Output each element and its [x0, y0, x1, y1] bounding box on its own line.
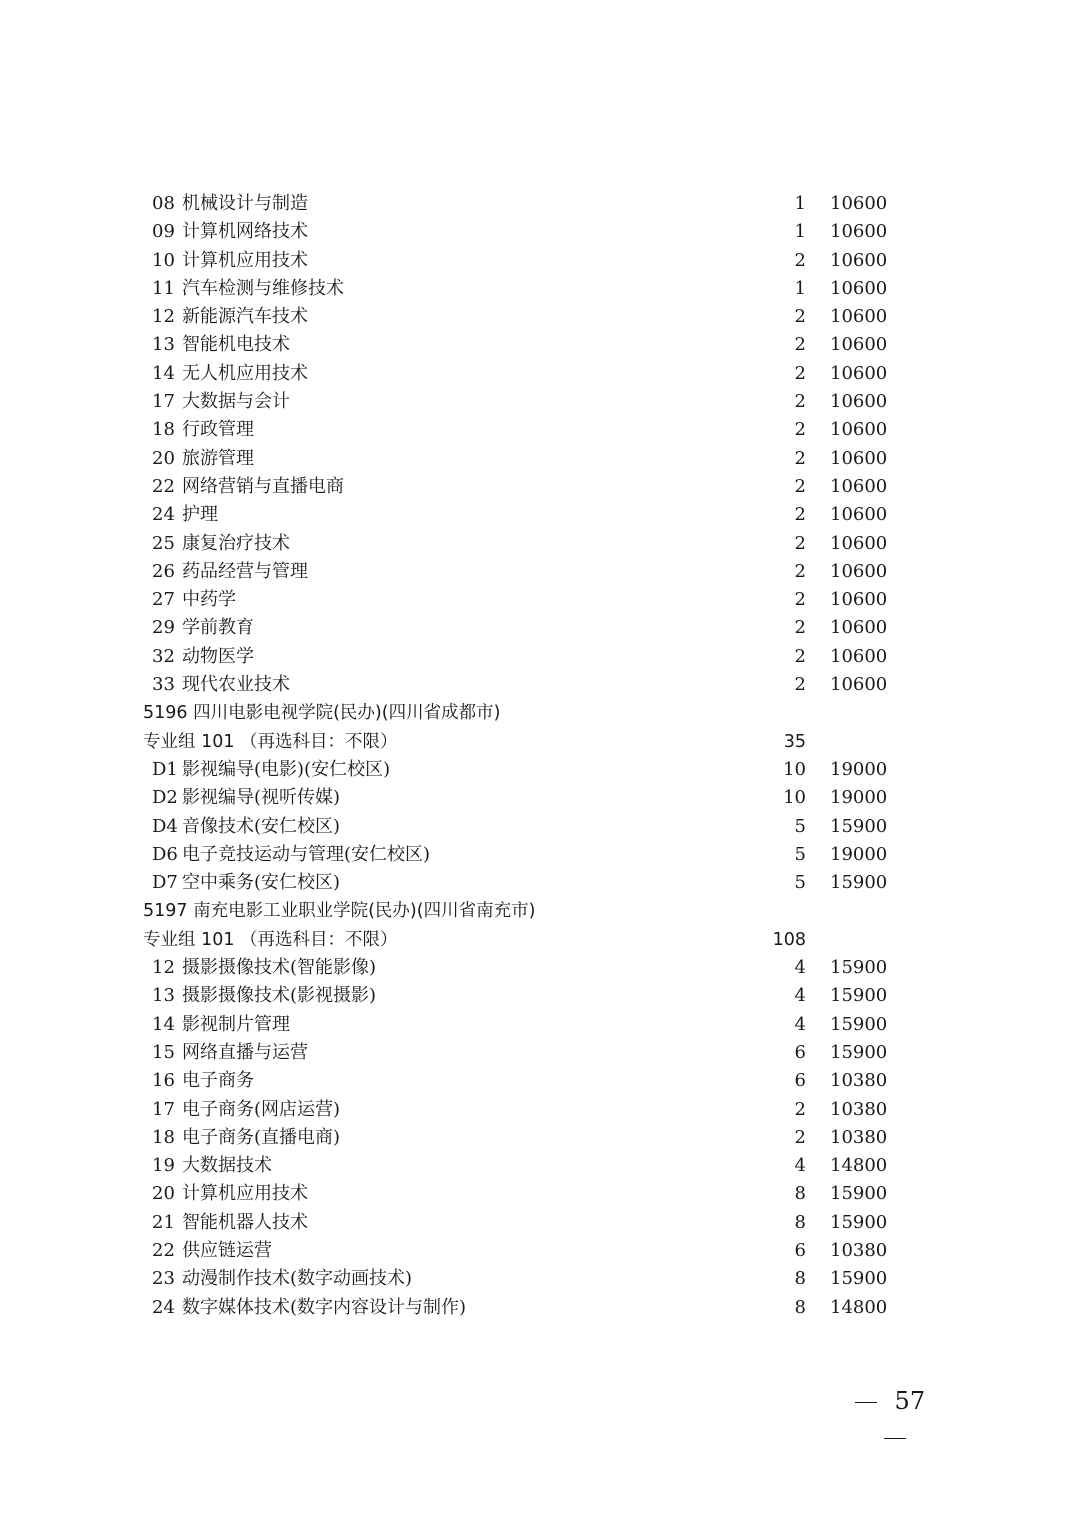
table-row — [0, 756, 1080, 784]
program-name: 影视制片管理 — [182, 1013, 290, 1035]
enrollment-count: 1 — [794, 277, 806, 299]
table-row — [0, 813, 1080, 841]
tuition-fee: 10600 — [830, 193, 888, 214]
tuition-fee: 15900 — [830, 1211, 888, 1233]
program-code: D7 — [152, 872, 178, 894]
program-code: 22 — [152, 475, 175, 497]
enrollment-count: 2 — [794, 674, 806, 696]
program-code: 33 — [152, 674, 175, 696]
table-row — [0, 558, 1080, 586]
enrollment-count: 10 — [783, 758, 806, 780]
enrollment-count: 2 — [794, 560, 806, 582]
school-title: 5196 四川电影电视学院(民办)(四川省成都市) — [143, 703, 501, 724]
admissions-table — [0, 190, 1080, 1322]
program-name: 智能机电技术 — [182, 334, 290, 356]
table-row — [0, 586, 1080, 614]
table-row — [0, 671, 1080, 699]
enrollment-count: 2 — [794, 447, 806, 469]
program-list-5197 — [0, 954, 1080, 1322]
enrollment-count: 2 — [794, 362, 806, 384]
table-row — [0, 303, 1080, 331]
program-name: 摄影摄像技术(影视摄影) — [182, 985, 377, 1007]
program-name: 电子商务(网店运营) — [182, 1098, 341, 1120]
enrollment-count: 1 — [794, 193, 806, 214]
program-name: 药品经营与管理 — [182, 560, 308, 582]
program-name: 动物医学 — [182, 645, 254, 667]
tuition-fee: 10600 — [830, 475, 888, 497]
tuition-fee: 10600 — [830, 560, 888, 582]
table-row — [0, 1265, 1080, 1293]
school-heading-5196 — [0, 699, 1080, 727]
program-name: 行政管理 — [182, 419, 254, 441]
enrollment-count: 6 — [794, 1239, 806, 1261]
group-heading — [0, 926, 1080, 954]
tuition-fee: 10380 — [830, 1239, 888, 1261]
school-title: 5197 南充电影工业职业学院(民办)(四川省南充市) — [143, 901, 536, 922]
enrollment-count: 2 — [794, 334, 806, 356]
program-code: D6 — [152, 843, 178, 865]
tuition-fee: 10600 — [830, 447, 888, 469]
tuition-fee: 10600 — [830, 306, 888, 328]
table-row — [0, 416, 1080, 444]
table-row — [0, 643, 1080, 671]
program-name: 智能机器人技术 — [182, 1211, 308, 1233]
program-name: 摄影摄像技术(智能影像) — [182, 957, 377, 979]
tuition-fee: 10600 — [830, 419, 888, 441]
program-code: 23 — [152, 1268, 175, 1290]
enrollment-count: 5 — [794, 843, 806, 865]
footer-dash-right — [884, 1438, 906, 1439]
program-code: 26 — [152, 560, 175, 582]
table-row — [0, 982, 1080, 1010]
table-row — [0, 954, 1080, 982]
program-name: 现代农业技术 — [182, 674, 290, 696]
tuition-fee: 10380 — [830, 1126, 888, 1148]
footer-dash-left — [855, 1402, 877, 1403]
program-name: 新能源汽车技术 — [182, 306, 308, 328]
program-name: 学前教育 — [182, 617, 254, 639]
table-row — [0, 445, 1080, 473]
program-name: 旅游管理 — [182, 447, 254, 469]
program-code: 09 — [152, 221, 175, 243]
table-row — [0, 1152, 1080, 1180]
tuition-fee: 15900 — [830, 985, 888, 1007]
program-name: 大数据技术 — [182, 1155, 272, 1177]
program-code: 32 — [152, 645, 175, 667]
program-code: 25 — [152, 532, 175, 554]
enrollment-count: 10 — [783, 787, 806, 809]
tuition-fee: 10600 — [830, 532, 888, 554]
tuition-fee: 10600 — [830, 221, 888, 243]
enrollment-count: 2 — [794, 1098, 806, 1120]
program-name: 动漫制作技术(数字动画技术) — [182, 1268, 413, 1290]
program-name: 计算机应用技术 — [182, 249, 308, 271]
table-row — [0, 331, 1080, 359]
tuition-fee: 10600 — [830, 249, 888, 271]
table-row — [0, 190, 1080, 218]
enrollment-count: 4 — [794, 985, 806, 1007]
tuition-fee: 15900 — [830, 1041, 888, 1063]
tuition-fee: 15900 — [830, 1183, 888, 1205]
program-code: 13 — [152, 334, 175, 356]
table-row — [0, 784, 1080, 812]
enrollment-count: 2 — [794, 504, 806, 526]
page-footer — [845, 1383, 945, 1419]
table-row — [0, 1096, 1080, 1124]
program-code: 15 — [152, 1041, 175, 1063]
program-code: 22 — [152, 1239, 175, 1261]
program-code: 29 — [152, 617, 175, 639]
program-name: 影视编导(视听传媒) — [182, 787, 341, 809]
tuition-fee: 10380 — [830, 1070, 888, 1092]
enrollment-count: 6 — [794, 1041, 806, 1063]
program-name: 汽车检测与维修技术 — [182, 277, 344, 299]
table-row — [0, 388, 1080, 416]
tuition-fee: 10600 — [830, 617, 888, 639]
enrollment-count: 4 — [794, 1155, 806, 1177]
enrollment-count: 2 — [794, 1126, 806, 1148]
program-name: 网络营销与直播电商 — [182, 475, 344, 497]
table-row — [0, 501, 1080, 529]
table-row — [0, 1124, 1080, 1152]
program-code: D1 — [152, 758, 178, 780]
program-list-5196 — [0, 756, 1080, 897]
table-row — [0, 1067, 1080, 1095]
program-code: 27 — [152, 589, 175, 611]
program-name: 中药学 — [182, 589, 236, 611]
table-row — [0, 1237, 1080, 1265]
program-code: 10 — [152, 249, 175, 271]
program-code: 14 — [152, 1013, 175, 1035]
table-row — [0, 473, 1080, 501]
program-name: 供应链运营 — [182, 1239, 272, 1261]
tuition-fee: 10600 — [830, 277, 888, 299]
enrollment-count: 2 — [794, 249, 806, 271]
tuition-fee: 15900 — [830, 1013, 888, 1035]
table-row — [0, 247, 1080, 275]
table-row — [0, 275, 1080, 303]
program-name: 网络直播与运营 — [182, 1041, 308, 1063]
tuition-fee: 10600 — [830, 674, 888, 696]
tuition-fee: 19000 — [830, 843, 888, 865]
table-row — [0, 614, 1080, 642]
enrollment-count: 1 — [794, 221, 806, 243]
tuition-fee: 19000 — [830, 758, 888, 780]
program-code: D2 — [152, 787, 178, 809]
enrollment-count: 5 — [794, 872, 806, 894]
program-code: 20 — [152, 447, 175, 469]
enrollment-count: 8 — [794, 1211, 806, 1233]
tuition-fee: 15900 — [830, 815, 888, 837]
enrollment-count: 4 — [794, 957, 806, 979]
program-name: 无人机应用技术 — [182, 362, 308, 384]
table-row — [0, 1294, 1080, 1322]
table-row — [0, 1180, 1080, 1208]
tuition-fee: 10380 — [830, 1098, 888, 1120]
enrollment-count: 4 — [794, 1013, 806, 1035]
table-row — [0, 841, 1080, 869]
enrollment-count: 6 — [794, 1070, 806, 1092]
tuition-fee: 10600 — [830, 645, 888, 667]
group-total: 35 — [783, 731, 806, 752]
program-name: 大数据与会计 — [182, 391, 290, 413]
enrollment-count: 2 — [794, 532, 806, 554]
group-total: 108 — [772, 929, 806, 950]
enrollment-count: 2 — [794, 391, 806, 413]
tuition-fee: 10600 — [830, 391, 888, 413]
program-code: 08 — [152, 193, 175, 214]
enrollment-count: 8 — [794, 1183, 806, 1205]
tuition-fee: 19000 — [830, 787, 888, 809]
tuition-fee: 10600 — [830, 589, 888, 611]
tuition-fee: 15900 — [830, 957, 888, 979]
program-code: 11 — [152, 277, 175, 299]
group-label: 专业组 101 （再选科目：不限） — [143, 731, 398, 752]
program-name: 计算机网络技术 — [182, 221, 308, 243]
tuition-fee: 14800 — [830, 1296, 888, 1318]
program-code: 12 — [152, 957, 175, 979]
page-number: 57 — [894, 1387, 926, 1415]
program-name: 康复治疗技术 — [182, 532, 290, 554]
enrollment-count: 8 — [794, 1296, 806, 1318]
enrollment-count: 2 — [794, 475, 806, 497]
table-row — [0, 1039, 1080, 1067]
enrollment-count: 2 — [794, 589, 806, 611]
tuition-fee: 10600 — [830, 362, 888, 384]
program-code: 16 — [152, 1070, 175, 1092]
program-code: 18 — [152, 419, 175, 441]
tuition-fee: 10600 — [830, 334, 888, 356]
enrollment-count: 2 — [794, 419, 806, 441]
enrollment-count: 5 — [794, 815, 806, 837]
program-name: 音像技术(安仁校区) — [182, 815, 341, 837]
program-code: 19 — [152, 1155, 175, 1177]
program-code: 24 — [152, 1296, 175, 1318]
program-name: 机械设计与制造 — [182, 193, 308, 214]
program-name: 电子竞技运动与管理(安仁校区) — [182, 843, 431, 865]
program-name: 电子商务 — [182, 1070, 254, 1092]
program-code: 13 — [152, 985, 175, 1007]
program-code: D4 — [152, 815, 178, 837]
group-label: 专业组 101 （再选科目：不限） — [143, 929, 398, 950]
enrollment-count: 2 — [794, 306, 806, 328]
program-code: 24 — [152, 504, 175, 526]
tuition-fee: 10600 — [830, 504, 888, 526]
program-code: 12 — [152, 306, 175, 328]
school-heading-5197 — [0, 897, 1080, 925]
tuition-fee: 15900 — [830, 1268, 888, 1290]
table-row — [0, 530, 1080, 558]
table-row — [0, 218, 1080, 246]
table-row — [0, 360, 1080, 388]
program-name: 计算机应用技术 — [182, 1183, 308, 1205]
program-name: 护理 — [182, 504, 218, 526]
program-list-continued — [0, 190, 1080, 699]
program-code: 21 — [152, 1211, 175, 1233]
tuition-fee: 15900 — [830, 872, 888, 894]
program-name: 电子商务(直播电商) — [182, 1126, 341, 1148]
program-name: 影视编导(电影)(安仁校区) — [182, 758, 391, 780]
program-name: 数字媒体技术(数字内容设计与制作) — [182, 1296, 467, 1318]
group-heading — [0, 728, 1080, 756]
program-code: 18 — [152, 1126, 175, 1148]
table-row — [0, 1011, 1080, 1039]
program-code: 14 — [152, 362, 175, 384]
program-code: 17 — [152, 1098, 175, 1120]
table-row — [0, 869, 1080, 897]
tuition-fee: 14800 — [830, 1155, 888, 1177]
table-row — [0, 1209, 1080, 1237]
enrollment-count: 2 — [794, 645, 806, 667]
enrollment-count: 2 — [794, 617, 806, 639]
enrollment-count: 8 — [794, 1268, 806, 1290]
program-code: 20 — [152, 1183, 175, 1205]
program-name: 空中乘务(安仁校区) — [182, 872, 341, 894]
program-code: 17 — [152, 391, 175, 413]
